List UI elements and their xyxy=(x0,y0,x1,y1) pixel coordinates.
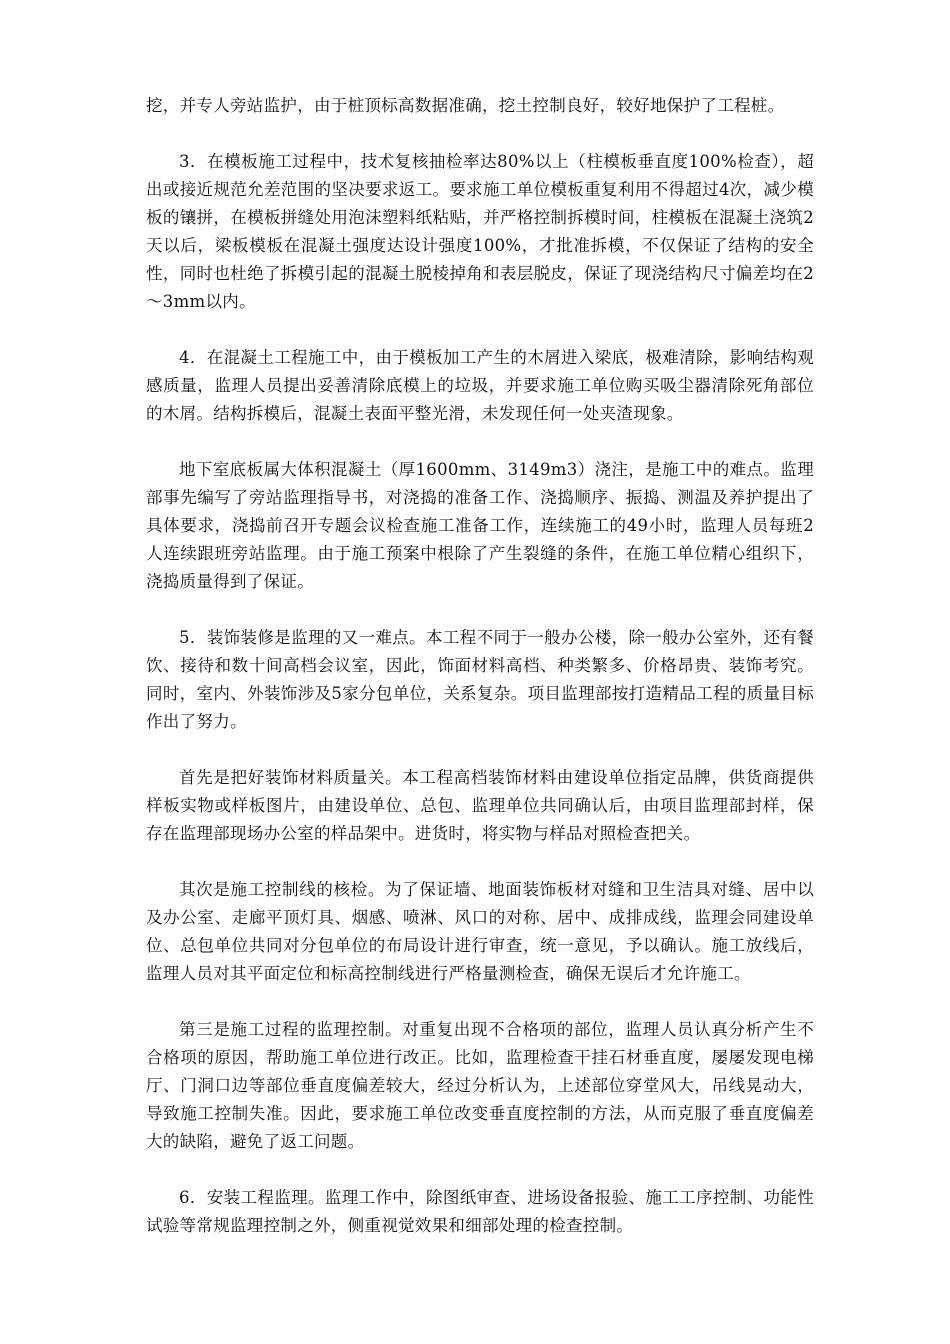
paragraph-5: 5．装饰装修是监理的又一难点。本工程不同于一般办公楼，除一般办公室外，还有餐饮、接待和数十间高档会议室，因此，饰面材料高档、种类繁多、价格昂贵、装饰考究。同时，室内、外装饰涉及5家分包单位，关系复杂。项目监理部按打造精品工程的质量目标作出了努力。 xyxy=(146,628,814,731)
paragraph-8: 第三是施工过程的监理控制。对重复出现不合格项的部位，监理人员认真分析产生不合格项的原因，帮助施工单位进行改正。比如，监理检查干挂石材垂直度，屡屡发现电梯厅、门洞口边等部位垂直度偏差较大，经过分析认为，上述部位穿堂风大，吊线晃动大，导致施工控制失准。因此，要求施工单位改变垂直度控制的方法，从而克服了垂直度偏差大的缺陷，避免了返工问题。 xyxy=(146,1020,814,1151)
paragraph-9: 6．安装工程监理。监理工作中，除图纸审查、进场设备报验、施工工序控制、功能性试验等常规监理控制之外，侧重视觉效果和细部处理的检查控制。 xyxy=(146,1188,814,1235)
paragraph-6: 首先是把好装饰材料质量关。本工程高档装饰材料由建设单位指定品牌，供货商提供样板实物或样板图片，由建设单位、总包、监理单位共同确认后，由项目监理部封样，保存在监理部现场办公室的样品架中。进货时，将实物与样品对照检查把关。 xyxy=(146,768,814,843)
document-body xyxy=(146,92,814,1268)
paragraph-3: 4．在混凝土工程施工中，由于模板加工产生的木屑进入梁底，极难清除，影响结构观感质量，监理人员提出妥善清除底模上的垃圾，并要求施工单位购买吸尘器清除死角部位的木屑。结构拆模后，混凝土表面平整光滑，未发现任何一处夹渣现象。 xyxy=(146,348,814,423)
paragraph-2: 3．在模板施工过程中，技术复核抽检率达80%以上（柱模板垂直度100%检查），超出或接近规范允差范围的坚决要求返工。要求施工单位模板重复利用不得超过4次，减少模板的镶拼，在模板拼缝处用泡沫塑料纸粘贴，并严格控制拆模时间，柱模板在混凝土浇筑2天以后，梁板模板在混凝土强度达设计强度100%，才批准拆模，不仅保证了结构的安全性，同时也杜绝了拆模引起的混凝土脱棱掉角和表层脱皮，保证了现浇结构尺寸偏差均在2～3mm以内。 xyxy=(146,152,814,311)
paragraph-7: 其次是施工控制线的核检。为了保证墙、地面装饰板材对缝和卫生洁具对缝、居中以及办公室、走廊平顶灯具、烟感、喷淋、风口的对称、居中、成排成线，监理会同建设单位、总包单位共同对分包单位的布局设计进行审查，统一意见，予以确认。施工放线后，监理人员对其平面定位和标高控制线进行严格量测检查，确保无误后才允许施工。 xyxy=(146,880,814,983)
paragraph-1: 挖，并专人旁站监护，由于桩顶标高数据准确，挖土控制良好，较好地保护了工程桩。 xyxy=(146,96,785,115)
paragraph-4: 地下室底板属大体积混凝土（厚1600mm、3149m3）浇注，是施工中的难点。监理部事先编写了旁站监理指导书，对浇捣的准备工作、浇捣顺序、振捣、测温及养护提出了具体要求，浇捣前召开专题会议检查施工准备工作，连续施工的49小时，监理人员每班2人连续跟班旁站监理。由于施工预案中根除了产生裂缝的条件，在施工单位精心组织下，浇捣质量得到了保证。 xyxy=(146,460,814,591)
